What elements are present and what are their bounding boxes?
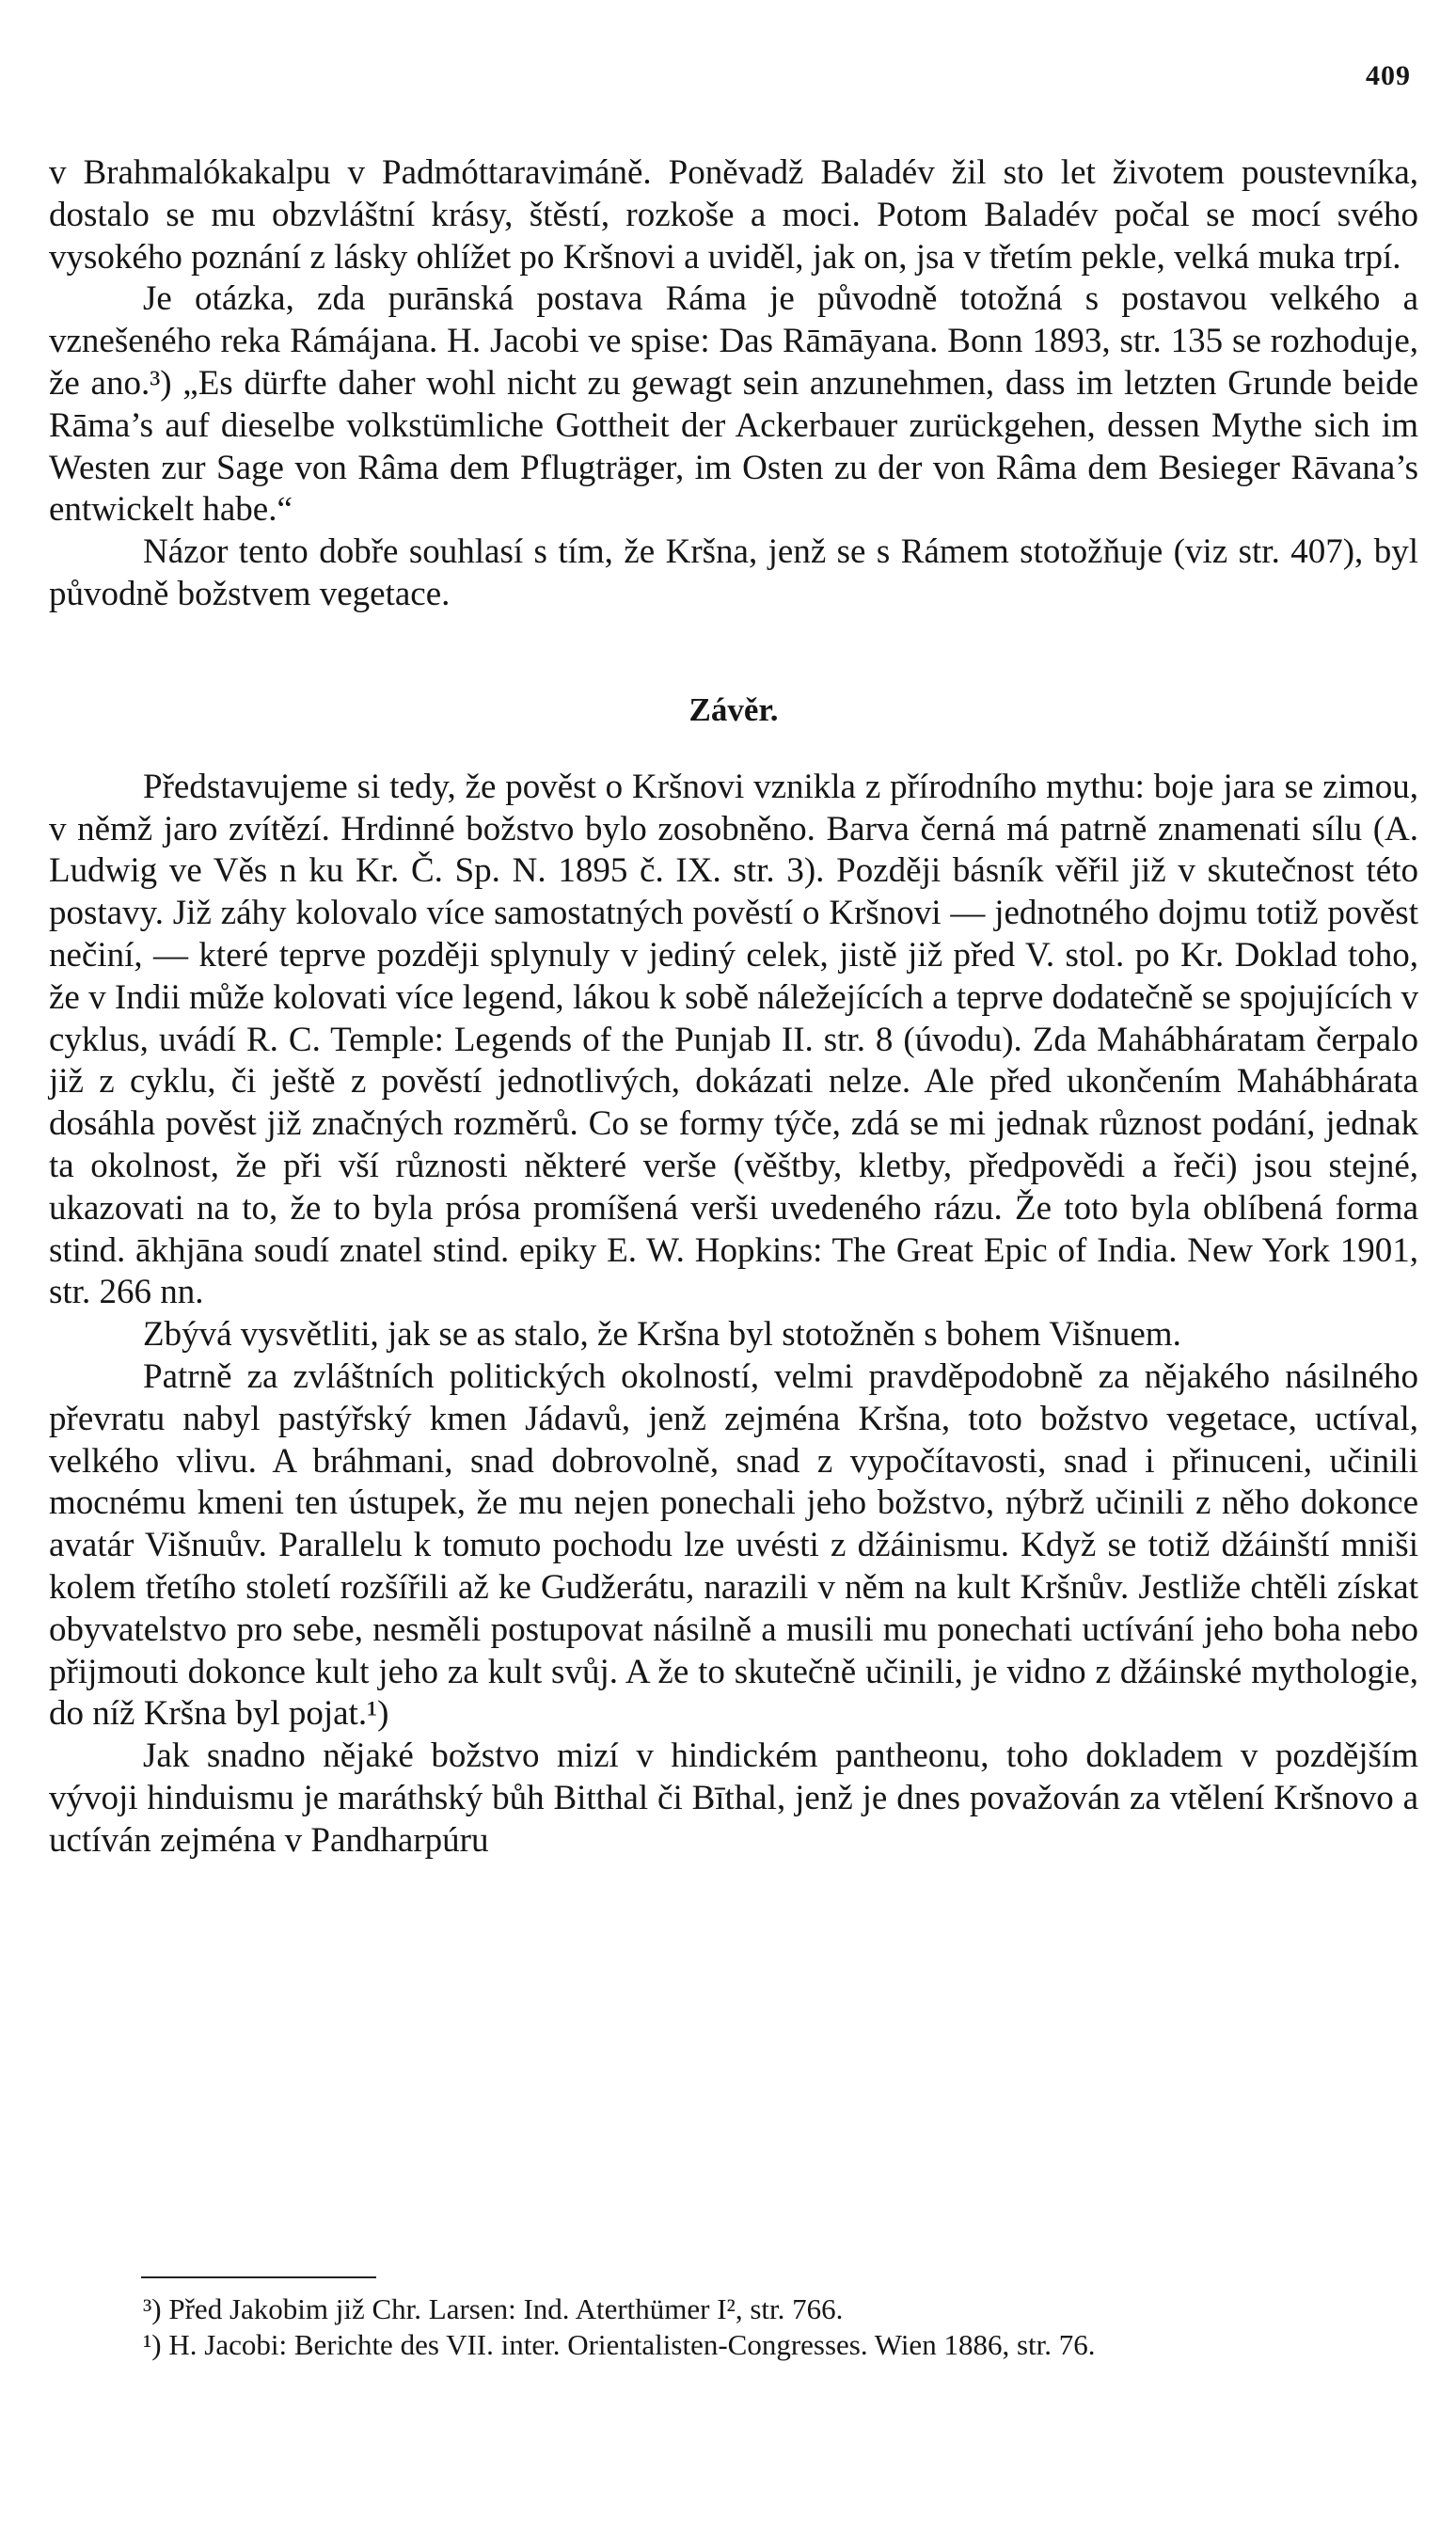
paragraph: Jak snadno nějaké božstvo mizí v hindickém pantheonu, toho dokladem v pozdějším vývoji hinduismu je maráthský bůh Bitthal či Bīthal, jenž je dnes považován za vtělení Kršnovo a uctíván zejména v Pandharpúru [49,1736,1418,1860]
paragraph: Je otázka, zda purānská postava Ráma je původně totožná s postavou velkého a vznešeného reka Rámájana. H. Jacobi ve spise: Das Rāmāyana. Bonn 1893, str. 135 se rozhoduje, že ano.³) „Es dürfte daher wohl nicht zu gewagt sein anzunehmen, dass im letzten Grunde beide Rāma’s auf dieselbe volkstümliche Gottheit der Ackerbauer zurückgehen, dessen Mythe sich im Westen zur Sage von Râma dem Pflugträger, im Osten zu der von Râma dem Besieger Rāvana’s entwickelt habe.“ [49,279,1418,530]
footnotes [49,2291,1418,2363]
paragraph: Zbývá vysvětliti, jak se as stalo, že Kršna byl stotožněn s bohem Višnuem. [143,1315,1181,1355]
footnote: ³) Před Jakobim již Chr. Larsen: Ind. Aterthümer I², str. 766. [143,2292,844,2325]
footnote-divider [141,2276,376,2278]
paragraph: Názor tento dobře souhlasí s tím, že Kršna, jenž se s Rámem stotožňuje (viz str. 407), byl původně božstvem vegetace. [49,532,1418,613]
paragraph: Představujeme si tedy, že pověst o Kršnovi vznikla z přírodního mythu: boje jara se zimou, v němž jaro zvítězí. Hrdinné božstvo bylo zosobněno. Barva černá má patrně znamenati sílu (A. Ludwig ve Věs n ku Kr. Č. Sp. N. 1895 č. IX. str. 3). Později básník věřil již v skutečnost této postavy. Již záhy kolovalo více samostatných pověstí o Kršnovi — jednotného dojmu totiž pověst nečiní, — které teprve později splynuly v jediný celek, jistě již před V. stol. po Kr. Doklad toho, že v Indii může kolovati více legend, lákou k sobě náležejících a teprve dodatečně se spojujících v cyklus, uvádí R. C. Temple: Legends of the Punjab II. str. 8 (úvodu). Zda Mahábháratam čerpalo již z cyklu, či ještě z pověstí jednotlivých, dokázati nelze. Ale před ukončením Mahábhárata dosáhla pověst již značných rozměrů. Co se formy týče, zdá se mi jednak různost podání, jednak ta okolnost, že při vší různosti některé verše (věštby, kletby, předpovědi a řeči) jsou stejné, ukazovati na to, že to byla prósa promíšená verši uvedeného rázu. Že toto byla oblíbená forma stind. ākhjāna soudí znatel stind. epiky E. W. Hopkins: The Great Epic of India. New York 1901, str. 266 nn. [49,767,1418,1312]
footnote: ¹) H. Jacobi: Berichte des VII. inter. Orientalisten-Congresses. Wien 1886, str. 76. [143,2328,1096,2361]
body-text [49,152,1418,1862]
section-heading: Závěr. [688,690,779,728]
paragraph: v Brahmalókakalpu v Padmóttaravimáně. Poněvadž Baladév žil sto let životem poustevníka, dostalo se mu obzvláštní krásy, štěstí, rozkoše a moci. Potom Baladév počal se mocí svého vysokého poznání z lásky ohlížet po Kršnovi a uviděl, jak on, jsa v třetím pekle, velká muka trpí. [49,153,1418,277]
page-number: 409 [1366,60,1411,91]
paragraph: Patrně za zvláštních politických okolností, velmi pravděpodobně za nějakého násilného převratu nabyl pastýřský kmen Jádavů, jenž zejména Kršna, toto božstvo vegetace, uctíval, velkého vlivu. A bráhmani, snad dobrovolně, snad z vypočítavosti, snad i přinuceni, učinili mocnému kmeni ten ústupek, že mu nejen ponechali jeho božstvo, nýbrž učinili z něho dokonce avatár Višnuův. Parallelu k tomuto pochodu lze uvésti z džáinismu. Když se totiž džáinští mniši kolem třetího století rozšířili až ke Gudžerátu, narazili v něm na kult Kršnův. Jestliže chtěli získat obyvatelstvo pro sebe, nesměli postupovat násilně a musili mu ponechati uctívání jeho boha nebo přijmouti dokonce kult jeho za kult svůj. A že to skutečně učinili, je vidno z džáinské mythologie, do níž Kršna byl pojat.¹) [49,1356,1418,1734]
